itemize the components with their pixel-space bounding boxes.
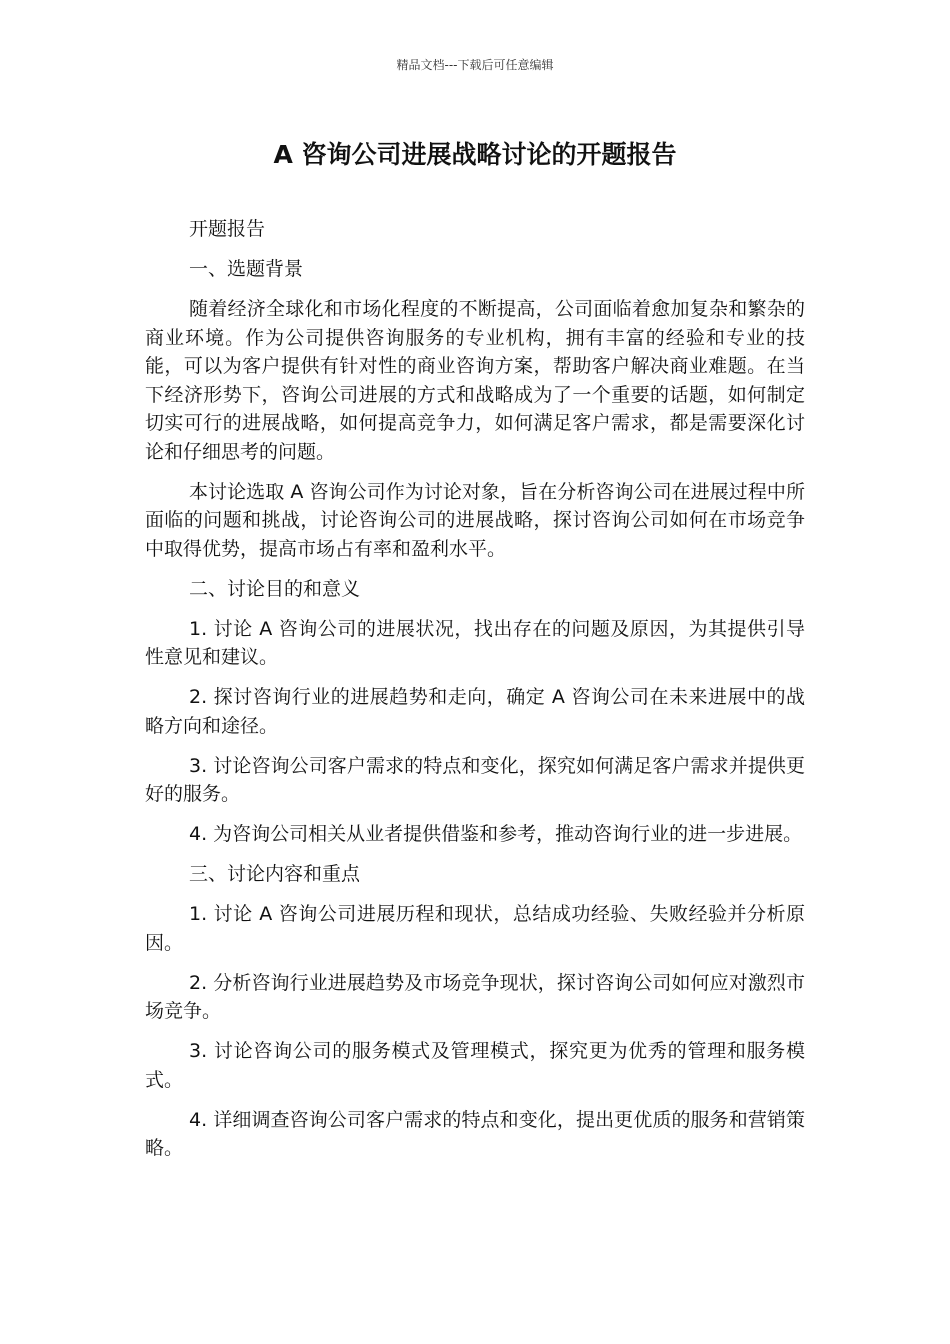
- list-item-purpose-3: 3. 讨论咨询公司客户需求的特点和变化，探究如何满足客户需求并提供更好的服务。: [145, 754, 805, 805]
- header-note: 精品文档---下载后可任意编辑: [396, 58, 554, 72]
- document-title: A 咨询公司进展战略讨论的开题报告: [273, 140, 677, 169]
- paragraph-report-heading: 开题报告: [189, 218, 266, 240]
- paragraph-background: 随着经济全球化和市场化程度的不断提高，公司面临着愈加复杂和繁杂的商业环境。作为公司提供咨询服务的专业机构，拥有丰富的经验和专业的技能，可以为客户提供有针对性的商业咨询方案，帮助客户解决商业难题。在当下经济形势下，咨询公司进展的方式和战略成为了一个重要的话题，如何制定切实可行的进展战略，如何提高竞争力，如何满足客户需求，都是需要深化讨论和仔细思考的问题。: [145, 298, 805, 463]
- paragraph-research-object: 本讨论选取 A 咨询公司作为讨论对象，旨在分析咨询公司在进展过程中所面临的问题和挑战，讨论咨询公司的进展战略，探讨咨询公司如何在市场竞争中取得优势，提高市场占有率和盈利水平。: [145, 480, 805, 560]
- section-heading-content: 三、讨论内容和重点: [189, 863, 361, 885]
- list-item-purpose-2: 2. 探讨咨询行业的进展趋势和走向，确定 A 咨询公司在未来进展中的战略方向和途径。: [145, 686, 805, 737]
- list-item-content-2: 2. 分析咨询行业进展趋势及市场竞争现状，探讨咨询公司如何应对激烈市场竞争。: [145, 971, 805, 1022]
- list-item-content-3: 3. 讨论咨询公司的服务模式及管理模式，探究更为优秀的管理和服务模式。: [145, 1040, 805, 1091]
- list-item-purpose-1: 1. 讨论 A 咨询公司的进展状况，找出存在的问题及原因，为其提供引导性意见和建议。: [145, 617, 805, 668]
- list-item-content-4: 4. 详细调查咨询公司客户需求的特点和变化，提出更优质的服务和营销策略。: [145, 1108, 805, 1159]
- document-body: [145, 215, 805, 1174]
- section-heading-background: 一、选题背景: [189, 258, 304, 280]
- list-item-content-1: 1. 讨论 A 咨询公司进展历程和现状，总结成功经验、失败经验并分析原因。: [145, 903, 805, 954]
- list-item-purpose-4: 4. 为咨询公司相关从业者提供借鉴和参考，推动咨询行业的进一步进展。: [189, 823, 803, 845]
- section-heading-purpose: 二、讨论目的和意义: [189, 577, 361, 600]
